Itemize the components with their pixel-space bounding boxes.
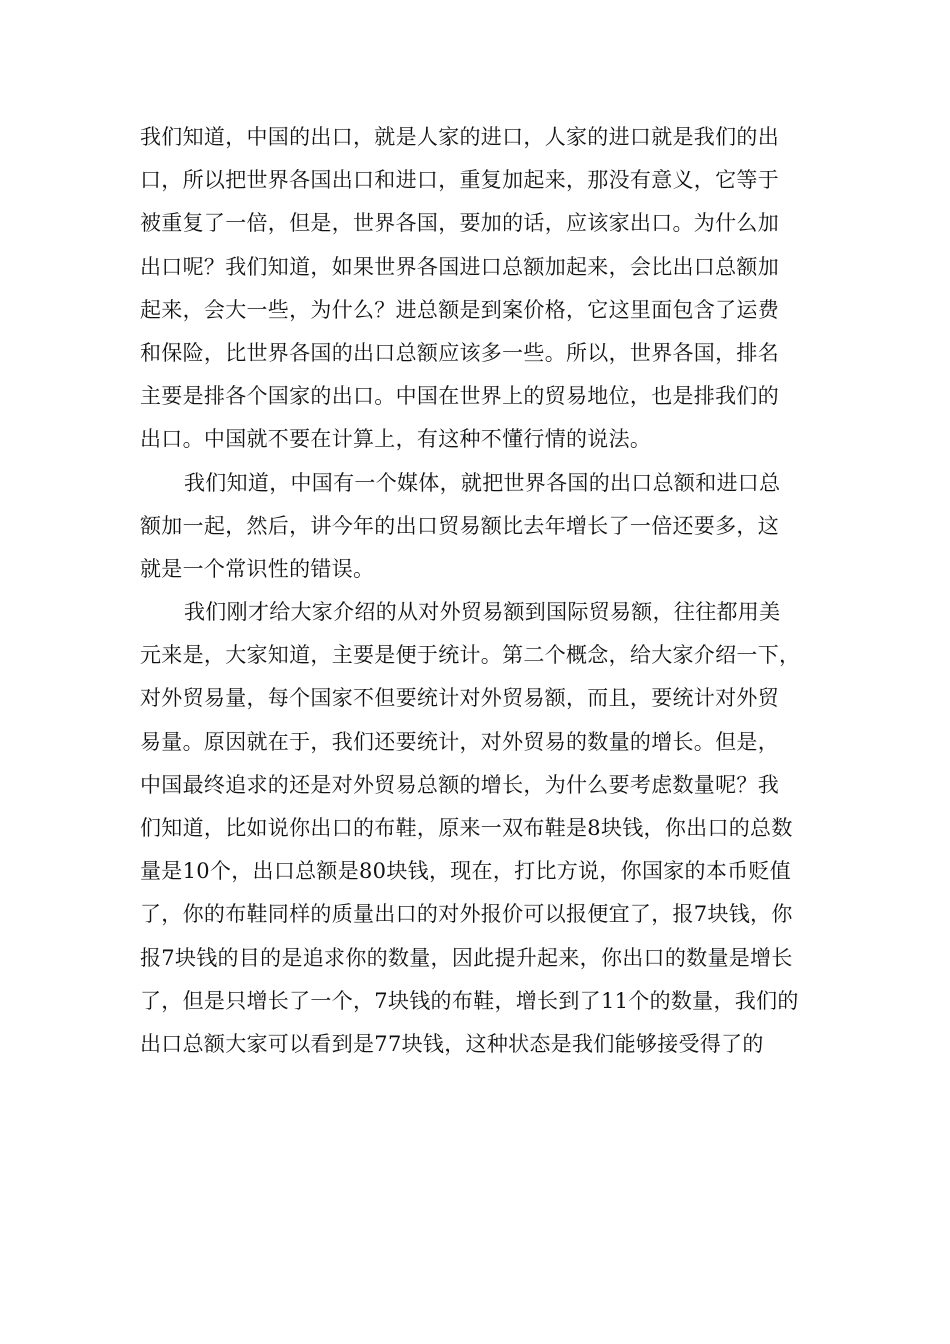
text-line: 出口呢？我们知道，如果世界各国进口总额加起来，会比出口总额加 <box>140 254 779 279</box>
body-text <box>140 116 812 1066</box>
text-line: 量是10个，出口总额是80块钱，现在，打比方说，你国家的本币贬值 <box>140 859 792 884</box>
paragraph-1 <box>140 116 812 462</box>
text-line: 我们刚才给大家介绍的从对外贸易额到国际贸易额，往往都用美 <box>184 600 781 625</box>
text-line: 我们知道，中国有一个媒体，就把世界各国的出口总额和进口总 <box>184 470 781 495</box>
text-line: 主要是排各个国家的出口。中国在世界上的贸易地位，也是排我们的 <box>140 384 779 409</box>
paragraph-2 <box>140 462 812 592</box>
text-line: 口，所以把世界各国出口和进口，重复加起来，那没有意义，它等于 <box>140 168 779 193</box>
text-line: 中国最终追求的还是对外贸易总额的增长，为什么要考虑数量呢？我 <box>140 772 779 797</box>
text-line: 出口。中国就不要在计算上，有这种不懂行情的说法。 <box>140 427 652 452</box>
text-line: 们知道，比如说你出口的布鞋，原来一双布鞋是8块钱，你出口的总数 <box>140 816 793 840</box>
text-line: 了，但是只增长了一个，7块钱的布鞋，增长到了11个的数量，我们的 <box>140 988 799 1013</box>
text-line: 易量。原因就在于，我们还要统计，对外贸易的数量的增长。但是， <box>140 729 779 754</box>
text-line: 被重复了一倍，但是，世界各国，要加的话，应该家出口。为什么加 <box>140 211 779 236</box>
text-line: 出口总额大家可以看到是77块钱，这种状态是我们能够接受得了的 <box>140 1031 764 1056</box>
text-line: 了，你的布鞋同样的质量出口的对外报价可以报便宜了，报7块钱，你 <box>140 902 793 927</box>
text-line: 额加一起，然后，讲今年的出口贸易额比去年增长了一倍还要多，这 <box>140 513 779 538</box>
text-line: 就是一个常识性的错误。 <box>140 556 375 581</box>
paragraph-3 <box>140 591 812 1066</box>
text-line: 和保险，比世界各国的出口总额应该多一些。所以，世界各国，排名 <box>140 340 779 365</box>
text-line: 起来，会大一些，为什么？进总额是到案价格，它这里面包含了运费 <box>140 297 779 322</box>
text-line: 报7块钱的目的是追求你的数量，因此提升起来，你出口的数量是增长 <box>140 945 793 970</box>
text-line: 对外贸易量，每个国家不但要统计对外贸易额，而且，要统计对外贸 <box>140 686 779 711</box>
text-line: 元来是，大家知道，主要是便于统计。第二个概念，给大家介绍一下， <box>140 643 801 668</box>
text-line: 我们知道，中国的出口，就是人家的进口，人家的进口就是我们的出 <box>140 125 779 149</box>
